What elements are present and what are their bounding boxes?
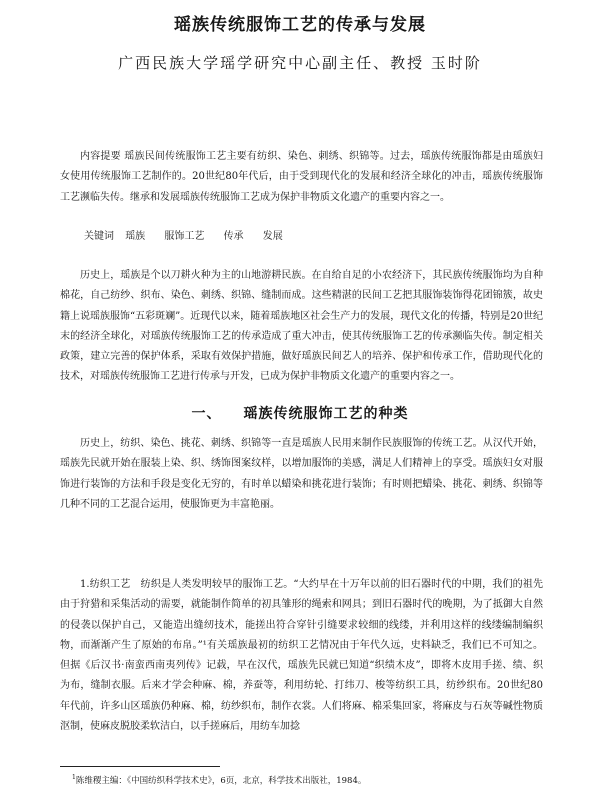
keywords-label: 关键词 <box>84 231 114 242</box>
keyword-item: 发展 <box>262 231 283 242</box>
section-heading <box>0 403 600 423</box>
article-title: 瑶族传统服饰工艺的传承与发展 <box>174 15 426 35</box>
keyword-item: 传承 <box>223 231 244 242</box>
abstract-text: 内容提要 瑶族民间传统服饰工艺主要有纺织、染色、刺绣、织锦等。过去，瑶族传统服饰都是由瑶族妇女使用传统服饰工艺制作的。20世纪80年代后，由于受到现代化的发展和经济全球化的冲击，瑶族传统服饰工艺濒临失传。继承和发展瑶族传统服饰工艺成为保护非物质文化遗产的重要内容之一。 <box>60 151 543 203</box>
footnote-text: 陈维稷主编：《中国纺织科学技术史》，6页，北京，科学技术出版社，1984。 <box>75 775 367 786</box>
footnote <box>72 772 366 787</box>
section-number: 一、 <box>191 406 222 422</box>
author-byline: 广西民族大学瑶学研究中心副主任、教授 玉时阶 <box>118 54 482 72</box>
body-block-1 <box>60 434 543 515</box>
keywords-line <box>84 227 299 247</box>
intro-paragraph: 历史上，瑶族是个以刀耕火种为主的山地游耕民族。在自给自足的小农经济下，其民族传统服饰均为自种棉花，自己纺纱、织布、染色、刺绣、织锦、缝制而成。这些精湛的民间工艺把其服饰装饰得花团锦簇，故史籍上说瑶族服饰“五彩斑斓”。近现代以来，随着瑶族地区社会生产力的发展，现代文化的传播，特别是20世纪末的经济全球化，对瑶族传统服饰工艺的传承造成了重大冲击，使其传统服饰工艺的传承濒临失传。制定相关政策，建立完善的保护体系，采取有效保护措施，做好瑶族民间艺人的培养、保护和传承工作，借助现代化的技术，对瑶族传统服饰工艺进行传承与开发，已成为保护非物质文化遗产的重要内容之一。 <box>60 270 543 383</box>
body-paragraph: 历史上，纺织、染色、挑花、刺绣、织锦等一直是瑶族人民用来制作民族服饰的传统工艺。从汉代开始，瑶族先民就开始在服装上染、织、绣饰图案纹样，以增加服饰的美感，满足人们精神上的享受。瑶族妇女对服饰进行装饰的方法和手段是变化无穷的，有时单以蜡染和挑花进行装饰；有时则把蜡染、挑花、刺绣、织锦等几种不同的工艺混合运用，使服饰更为丰富艳丽。 <box>60 438 543 510</box>
keyword-item: 服饰工艺 <box>164 231 205 242</box>
footnote-marker: 1 <box>72 774 76 781</box>
keyword-item: 瑶族 <box>125 231 146 242</box>
abstract-block <box>60 147 543 208</box>
body-paragraph: 1.纺织工艺 纺织是人类发明较早的服饰工艺。“大约早在十万年以前的旧石器时代的中期，我们的祖先由于狩猎和采集活动的需要，就能制作简单的初具雏形的绳索和网具；到旧石器时代的晚期，为了抵御大自然的侵袭以保护自己，又能造出缝纫技术，能搓出符合穿针引缝要求较细的线缕，并利用这样的线缕编制编织物，而渐渐产生了原始的布帛。”¹有关瑶族最初的纺织工艺情况由于年代久远，史料缺乏，我们已不可知之。但据《后汉书·南蛮西南夷列传》记载，早在汉代，瑶族先民就已知道“织绩木皮”，即将木皮用手搓、绩、织为布，缝制衣服。后来才学会种麻、棉，养蚕等，利用纺轮、打纬刀、梭等纺织工具，纺纱织布。20世纪80年代前，许多山区瑶族仍种麻、棉，纺纱织布，制作衣裳。人们将麻、棉采集回家，将麻皮与石灰等碱性物质沤制，使麻皮脱胶柔软洁白，以手搓麻后，用纺车加捻 <box>60 579 543 733</box>
footnote-rule <box>60 766 220 767</box>
body-block-2 <box>60 575 543 737</box>
section-title: 瑶族传统服饰工艺的种类 <box>243 406 409 422</box>
intro-block <box>60 266 543 388</box>
